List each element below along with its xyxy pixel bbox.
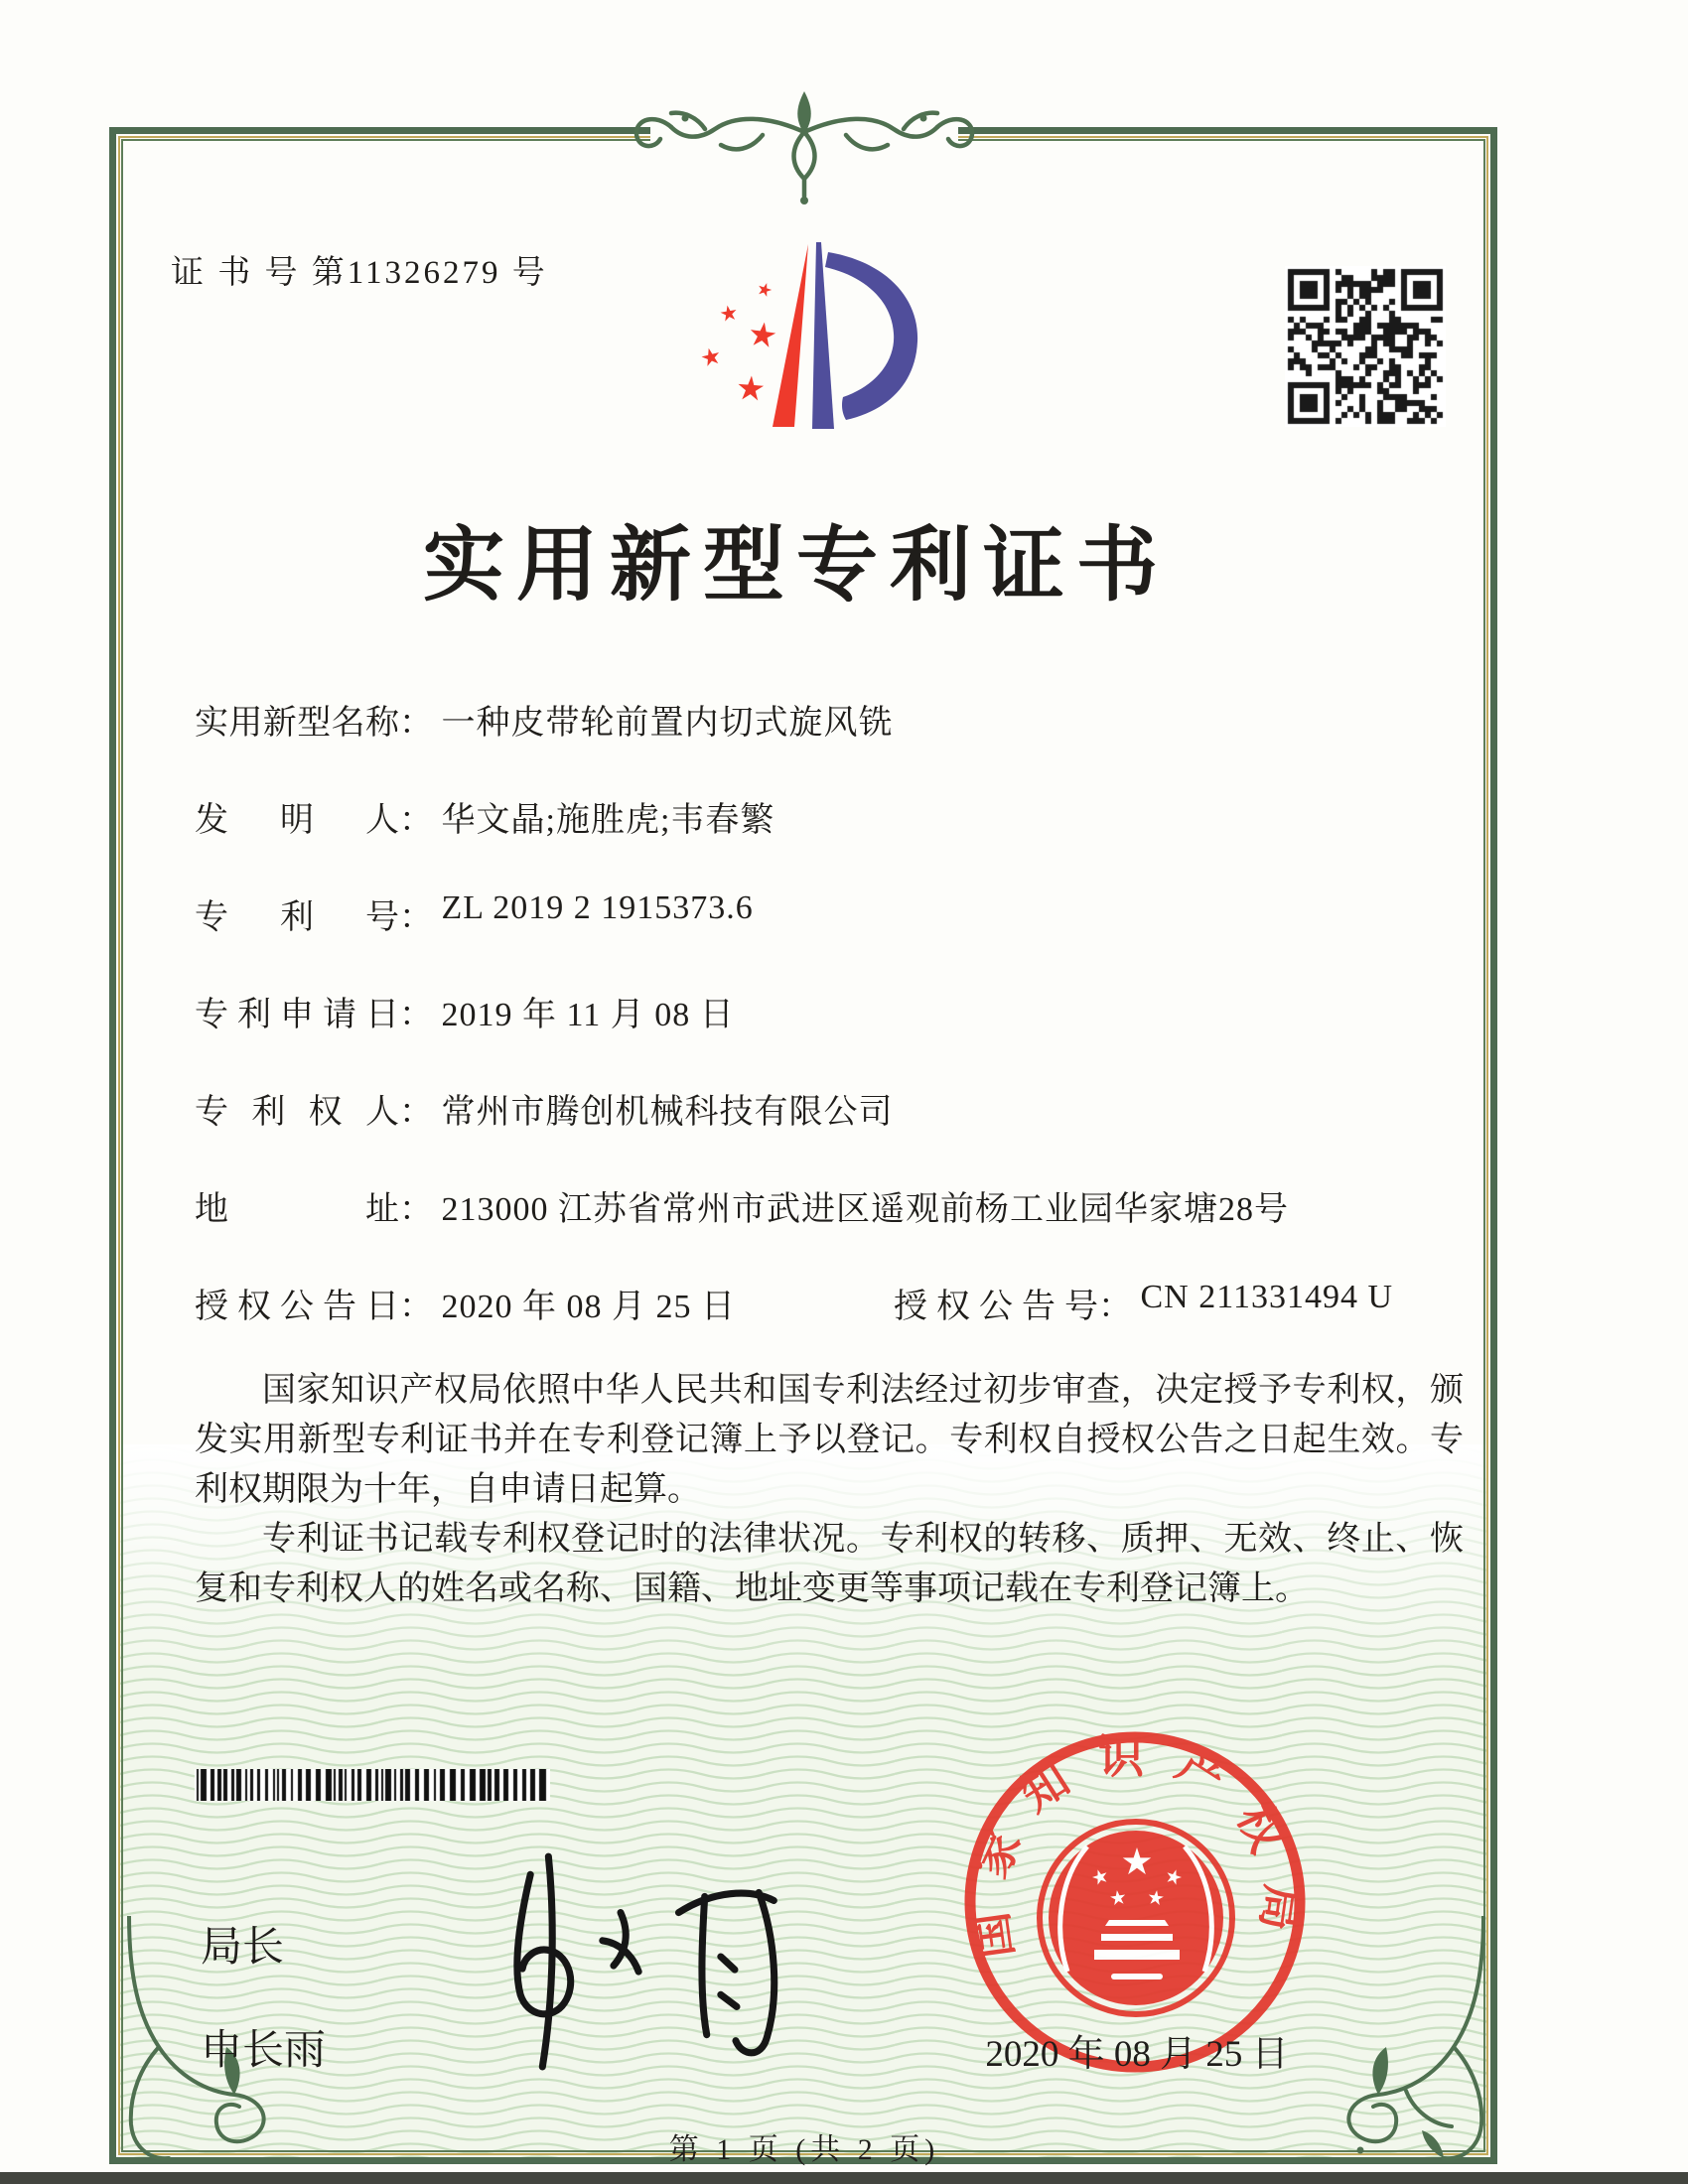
cnipa-logo-icon [691,238,933,435]
field-value: 213000 江苏省常州市武进区遥观前杨工业园华家塘28号 [441,1191,1289,1228]
certificate-fields [195,695,1477,1376]
field-value: 华文晶;施胜虎;韦春繁 [441,802,775,839]
field-label: 实用新型名称 [195,705,399,742]
officer-title: 局长 [201,1925,285,1971]
legal-text [195,1366,1464,1614]
legal-paragraph-2: 专利证书记载专利权登记时的法律状况。专利权的转移、质押、无效、终止、恢复和专利权人的姓名或名称、国籍、地址变更等事项记载在专利登记簿上。 [195,1521,1464,1607]
field-colon: ： [1098,1289,1132,1325]
qr-code [1285,266,1446,427]
seal-date: 2020 年 08 月 25 日 [985,2034,1289,2075]
legal-paragraph-1: 国家知识产权局依照中华人民共和国专利法经过初步审查，决定授予专利权，颁发实用新型专利证书并在专利登记簿上予以登记。专利权自授权公告之日起生效。专利权期限为十年，自申请日起算。 [195,1372,1464,1508]
field-row-inventor [195,792,1477,839]
field-value: 常州市腾创机械科技有限公司 [441,1094,894,1131]
field-label: 地址 [195,1191,399,1228]
field-label: 发明人 [195,802,399,839]
barcode [195,1769,550,1801]
officer-block [201,1914,326,2077]
field-colon: ： [399,705,433,742]
page-footer: 第 1 页 (共 2 页) [668,2133,940,2166]
field-colon: ： [399,997,433,1033]
field-row-patent-no [195,889,1477,936]
top-border-ornament-icon [596,56,1013,206]
field-row-grant [195,1279,1477,1325]
field-row-patentee [195,1084,1477,1131]
field-colon: ： [399,802,433,839]
certificate-number: 证 书 号 第11326279 号 [171,255,548,291]
certificate-title: 实用新型专利证书 [422,520,1170,611]
field-label: 授权公告日 [195,1289,399,1325]
field-label: 专利号 [195,899,399,936]
field-value: ZL 2019 2 1915373.6 [441,889,754,926]
grant-number-group [894,1279,1393,1327]
field-value: 2019 年 11 月 08 日 [441,997,735,1033]
field-value: 2020 年 08 月 25 日 [441,1289,736,1325]
field-colon: ： [399,1289,433,1325]
scan-edge-shadow [0,2172,1688,2184]
field-value: 一种皮带轮前置内切式旋风铣 [441,705,894,742]
field-colon: ： [399,1191,433,1228]
field-colon: ： [399,899,433,936]
field-label: 专利权人 [195,1094,399,1131]
field-row-name [195,695,1477,742]
field-label: 授权公告号 [894,1289,1098,1325]
seal-text: 国家知识产权局 [961,1731,1309,1962]
field-label: 专利申请日 [195,997,399,1033]
field-row-address [195,1181,1477,1228]
signature [449,1844,796,2075]
officer-name: 申长雨 [201,2028,327,2074]
national-emblem-icon [1040,1822,1232,2014]
field-colon: ： [399,1094,433,1131]
field-value: CN 211331494 U [1140,1279,1394,1315]
field-row-filing-date [195,987,1477,1033]
